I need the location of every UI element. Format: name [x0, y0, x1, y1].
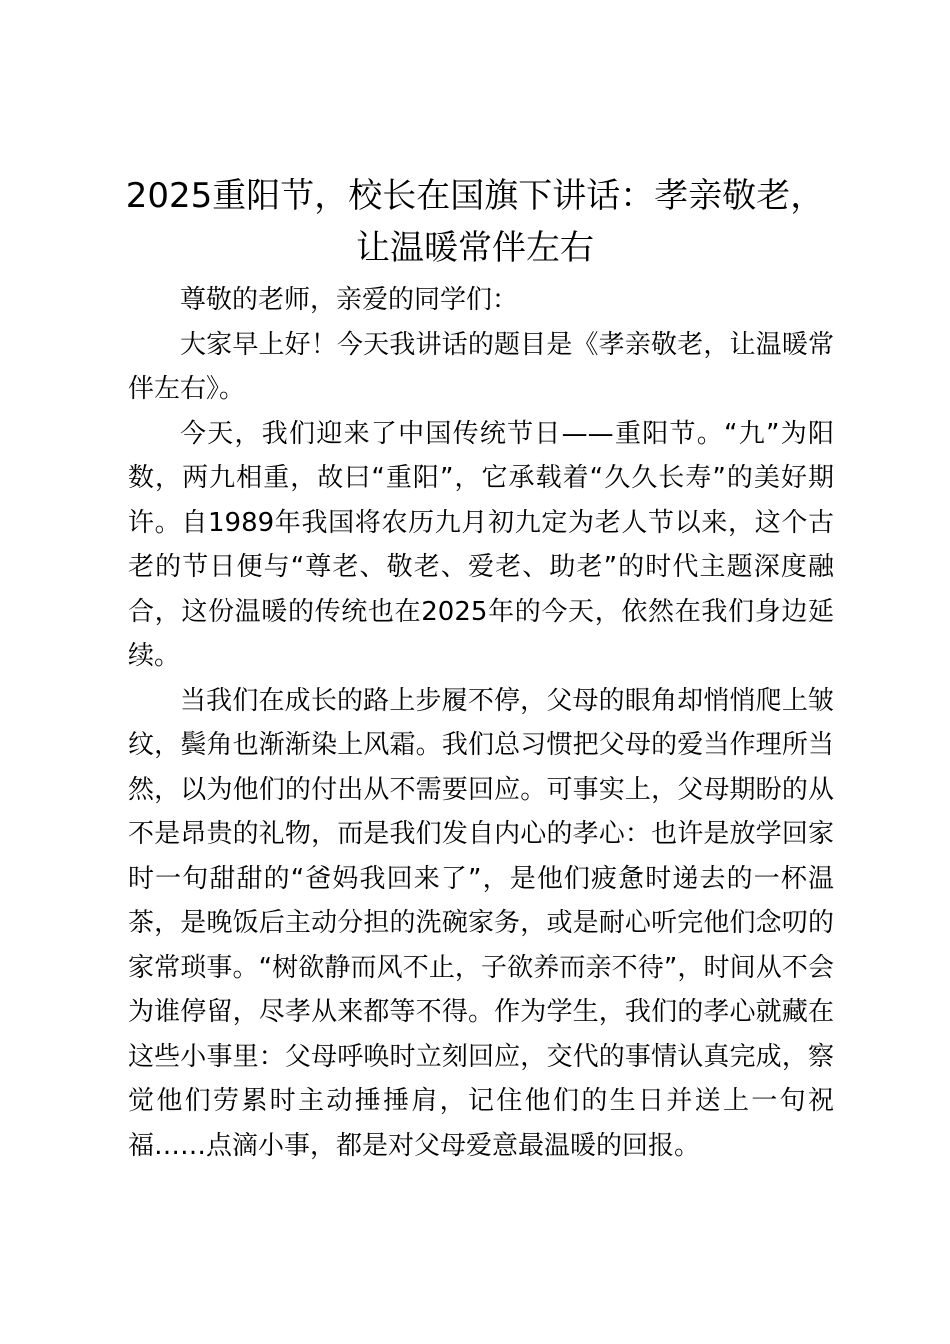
body-paragraph-festival: 今天，我们迎来了中国传统节日——重阳节。“九”为阳数，两九相重，故曰“重阳”，它承载着“久久长寿”的美好期许。自1989年我国将农历九月初九定为老人节以来，这个古老的节日便与“尊老、敬老、爱老、助老”的时代主题深度融合，这份温暖的传统也在2025年的今天，依然在我们身边延续。: [128, 418, 834, 671]
body-paragraph-filial-piety: 当我们在成长的路上步履不停，父母的眼角却悄悄爬上皱纹，鬓角也渐渐染上风霜。我们总习惯把父母的爱当作理所当然，以为他们的付出从不需要回应。可事实上，父母期盼的从不是昂贵的礼物，而是我们发自内心的孝心：也许是放学回家时一句甜甜的“爸妈我回来了”，是他们疲惫时递去的一杯温茶，是晚饭后主动分担的洗碗家务，或是耐心听完他们念叨的家常琐事。“树欲静而风不止，子欲养而亲不待”，时间从不会为谁停留，尽孝从来都等不得。作为学生，我们的孝心就藏在这些小事里：父母呼唤时立刻回应，交代的事情认真完成，察觉他们劳累时主动捶捶肩，记住他们的生日并送上一句祝福……点滴小事，都是对父母爱意最温暖的回报。: [128, 685, 834, 1161]
greeting-paragraph: 大家早上好！今天我讲话的题目是《孝亲敬老，让温暖常伴左右》。: [128, 329, 834, 404]
document-title: 2025重阳节，校长在国旗下讲话：孝亲敬老，让温暖常伴左右: [125, 176, 825, 268]
document-body: [128, 278, 834, 1168]
salutation-paragraph: 尊敬的老师，亲爱的同学们：: [180, 285, 519, 315]
